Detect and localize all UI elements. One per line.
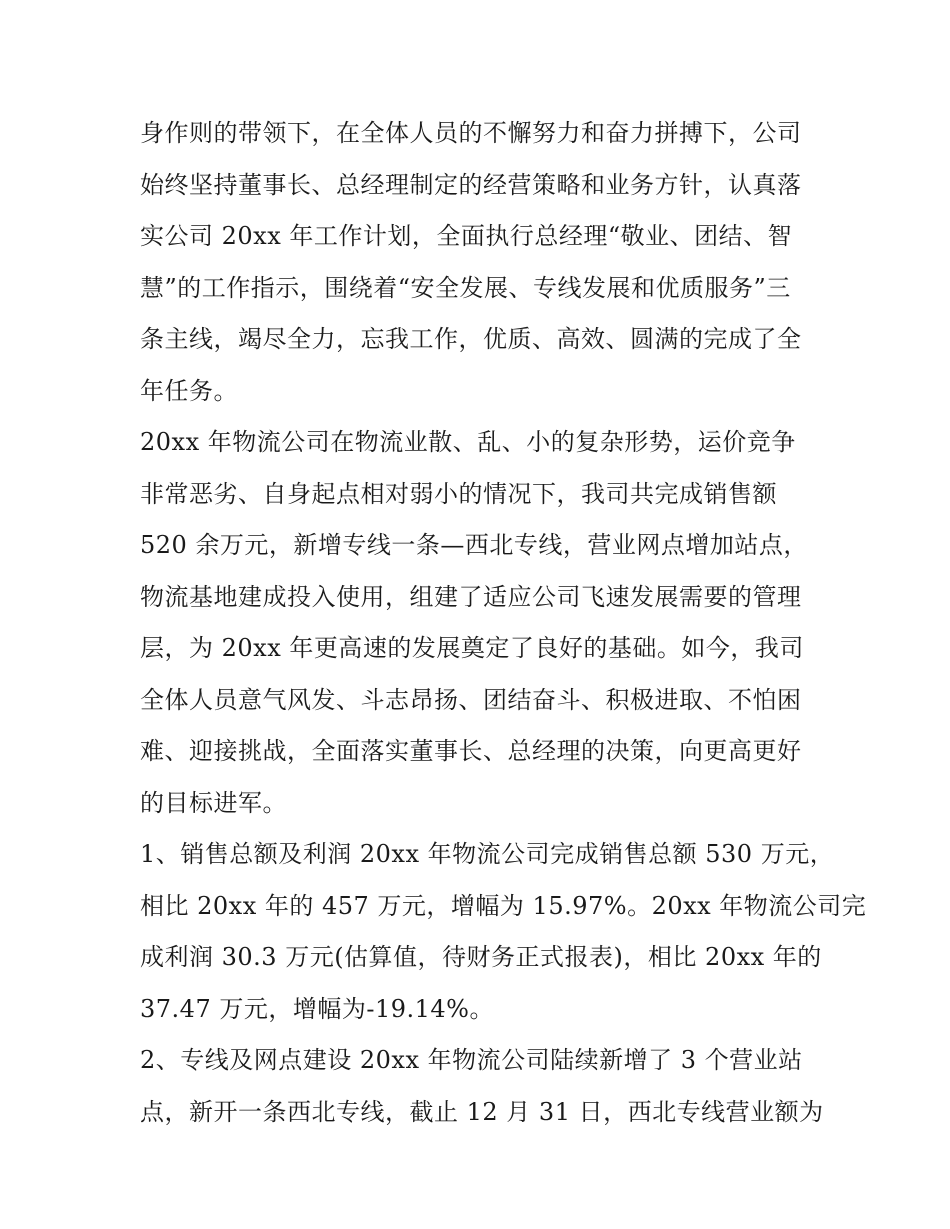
text-line: 慧”的工作指示，围绕着“安全发展、专线发展和优质服务”三 bbox=[140, 273, 791, 302]
text-line: 20xx 年物流公司在物流业散、乱、小的复杂形势，运价竞争 bbox=[140, 428, 796, 456]
text-line: 层，为 20xx 年更高速的发展奠定了良好的基础。如今，我司 bbox=[140, 634, 804, 662]
text-line: 身作则的带领下，在全体人员的不懈努力和奋力拼搏下，公司 bbox=[140, 119, 802, 147]
text-line: 点，新开一条西北专线，截止 12 月 31 日，西北专线营业额为 bbox=[140, 1097, 824, 1126]
text-line: 非常恶劣、自身起点相对弱小的情况下，我司共完成销售额 bbox=[140, 479, 777, 508]
text-line: 520 余万元，新增专线一条—西北专线，营业网点增加站点， bbox=[140, 531, 808, 559]
text-line: 37.47 万元，增幅为-19.14%。 bbox=[140, 994, 494, 1023]
text-line: 难、迎接挑战，全面落实董事长、总经理的决策，向更高更好 bbox=[140, 737, 802, 765]
text-line: 年任务。 bbox=[140, 376, 238, 405]
text-line: 成利润 30.3 万元(估算值，待财务正式报表)，相比 20xx 年的 bbox=[140, 943, 822, 971]
text-line: 条主线，竭尽全力，忘我工作，优质、高效、圆满的完成了全 bbox=[140, 325, 802, 353]
document-body bbox=[140, 108, 867, 1138]
text-line: 相比 20xx 年的 457 万元，增幅为 15.97%。20xx 年物流公司完 bbox=[140, 891, 867, 920]
text-line: 实公司 20xx 年工作计划，全面执行总经理“敬业、团结、智 bbox=[140, 222, 793, 250]
text-line: 的目标进军。 bbox=[140, 788, 287, 817]
text-line: 物流基地建成投入使用，组建了适应公司飞速发展需要的管理 bbox=[140, 582, 802, 611]
text-line: 始终坚持董事长、总经理制定的经营策略和业务方针，认真落 bbox=[140, 170, 802, 199]
text-line: 2、专线及网点建设 20xx 年物流公司陆续新增了 3 个营业站 bbox=[140, 1046, 803, 1074]
text-line: 全体人员意气风发、斗志昂扬、团结奋斗、积极进取、不怕困 bbox=[140, 685, 802, 714]
text-line: 1、销售总额及利润 20xx 年物流公司完成销售总额 530 万元， bbox=[140, 840, 835, 868]
